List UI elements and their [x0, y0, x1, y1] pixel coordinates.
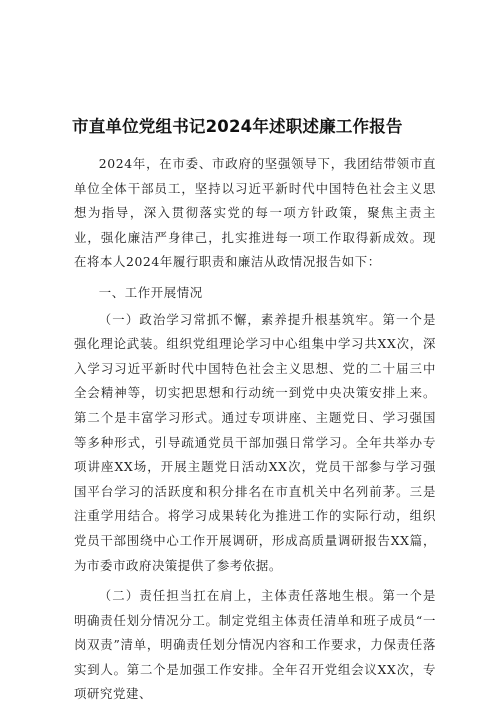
intro-paragraph: 2024年，在市委、市政府的坚强领导下，我团结带领市直单位全体干部员工，坚持以习近平新时代中国特色社会主义思想为指导，深入贯彻落实党的每一项方针政策，聚焦主责主业，强化廉洁严身律己，扎实推进每一项工作取得新成效。现在将本人2024年履行职责和廉洁从政情况报告如下：: [74, 156, 436, 270]
section-heading: 一、工作开展情况: [98, 284, 203, 300]
document-title: 市直单位党组书记2024年述职述廉工作报告: [72, 117, 403, 136]
political-study-paragraph: （一）政治学习常抓不懈，素养提升根基筑牢。第一个是强化理论武装。组织党组理论学习中心组集中学习共XX次，深入学习习近平新时代中国特色社会主义思想、党的二十届三中全会精神等，切实把思想和行动统一到党中央决策安排上来。第二个是丰富学习形式。通过专项讲座、主题党日、学习强国等多种形式，引导疏通党员干部加强日常学习。全年共举办专项讲座XX场，开展主题党日活动XX次，党员干部参与学习强国平台学习的活跃度和积分排名在市直机关中名列前茅。三是注重学用结合。将学习成果转化为推进工作的实际行动，组织党员干部围绕中心工作开展调研，形成高质量调研报告XX篇，为市委市政府决策提供了参考依据。: [74, 311, 436, 573]
responsibility-paragraph: （二）责任担当扛在肩上，主体责任落地生根。第一个是明确责任划分情况分工。制定党组主体责任清单和班子成员“一岗双责”清单，明确责任划分情况内容和工作要求，力保责任落实到人。第二个是加强工作安排。全年召开党组会议XX次，专项研究党建、: [74, 588, 436, 702]
document-body: [74, 152, 436, 707]
